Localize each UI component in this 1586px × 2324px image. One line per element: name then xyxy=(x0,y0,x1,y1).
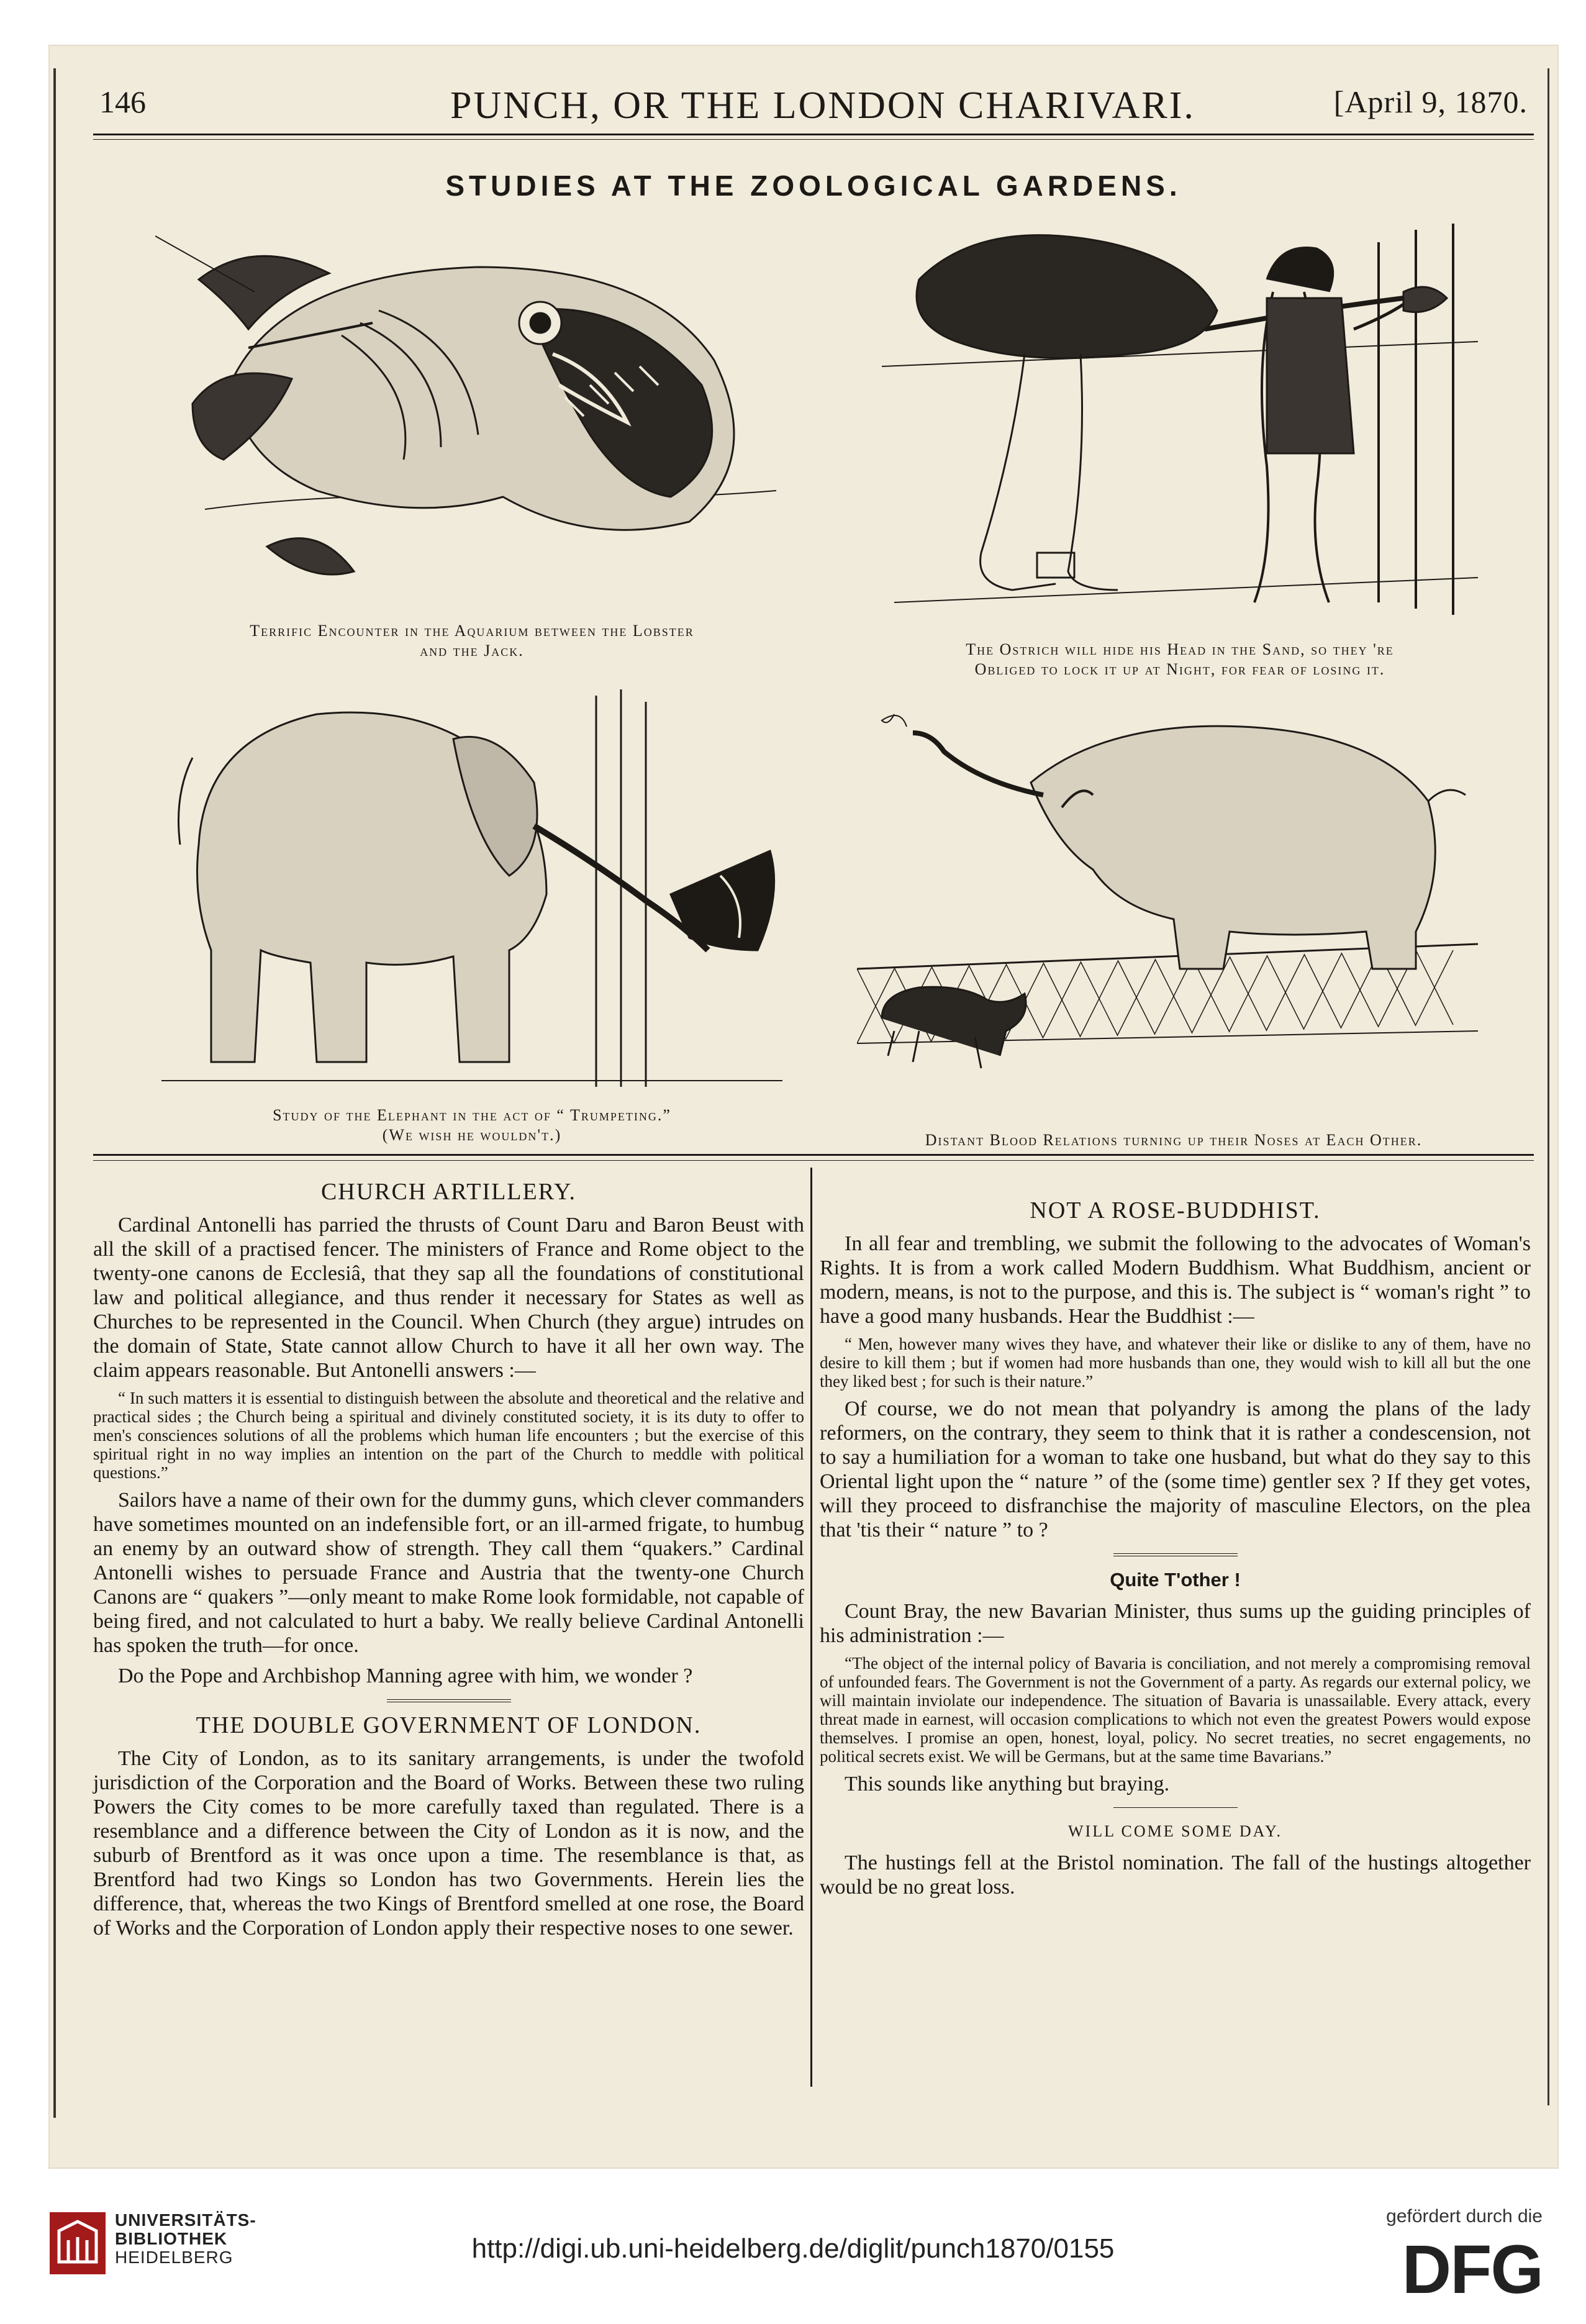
illustration-elephant-pig xyxy=(857,708,1490,1105)
elephant-trumpeting-drawing xyxy=(161,689,782,1093)
article-quote: “The object of the internal policy of Bavaria is conciliation, and not merely a compromising removal of unfounded fears. The Government is not the Government of a party. As regards our external policy, we will maintain inviolate our independence. The situation of Bavaria is unassailable. Every attack, every threat made in earnest, will occasion complications to which not even the greatest Powers would expose themselves. I promise an open, honest, loyal, policy. No secret treaties, no secret engagements, no political secrets exist. We will be Germans, but at the same time Bavarians.” xyxy=(820,1654,1531,1766)
article-separator xyxy=(1113,1553,1238,1556)
header-rule xyxy=(93,134,1534,140)
issue-date: [April 9, 1870. xyxy=(1333,84,1528,119)
illustration-lobster-jack xyxy=(155,199,789,609)
caption-elephant-trumpeting xyxy=(161,1105,782,1145)
article-paragraph: In all fear and trembling, we submit the following to the advocates of Woman's Rights. It is from a work called Modern Buddhism. What Buddhism, ancient or modern, means, is not to the purpose, and this is. The subject is “ woman's right ” to have a good many husbands. Hear the Buddhist :— xyxy=(820,1232,1531,1328)
left-column xyxy=(93,1180,804,1946)
caption-line: (We wish he wouldn't.) xyxy=(382,1126,562,1144)
article-separator xyxy=(1113,1807,1238,1808)
caption-line: Study of the Elephant in the act of “ Trumpeting.” xyxy=(273,1106,671,1124)
page-edge-shadow xyxy=(53,68,56,2118)
article-paragraph: Of course, we do not mean that polyandry is among the plans of the lady reformers, on the contrary, they seem to think that it is rather a condescension, not to say a humiliation for a woman to take one husband, but what do they say to this Oriental light upon the “ nature ” of the (some time) gentler sex ? If they get votes, will they proceed to disfranchise the majority of masculine Electors, on the plea that 'tis their “ nature ” to ? xyxy=(820,1397,1531,1541)
caption-line: Distant Blood Relations turning up their Noses at Each Other. xyxy=(925,1131,1423,1149)
page-edge-shadow-right xyxy=(1547,68,1549,2105)
caption-lobster-jack xyxy=(155,621,789,661)
caption-line: Obliged to lock it up at Night, for fear of losing it. xyxy=(974,660,1385,678)
article-paragraph: This sounds like anything but braying. xyxy=(845,1773,1170,1795)
library-name-line: HEIDELBERG xyxy=(115,2248,233,2267)
article-paragraph: Cardinal Antonelli has parried the thrusts of Count Daru and Baron Beust with all the skill of a practised fencer. The ministers of France and Rome object to the twenty-one canons de Ecclesiâ, that they sap all the foundations of constitutional law and political allegiance, and thus render it necessary for States as well as Churches to be represented in the Council. When Church (they argue) intrudes on the domain of State, State cannot allow Church to have it all her own way. The claim appears reasonable. But Antonelli answers :— xyxy=(93,1214,804,1382)
article-quote: “ Men, however many wives they have, and whatever their like or dislike to any of them, have no desire to kill them ; but if women had more husbands than one, they would wish to kill all but the one they liked best ; for such is their nature.” xyxy=(820,1335,1531,1391)
digitization-footer xyxy=(0,2179,1586,2324)
library-name-line: BIBLIOTHEK xyxy=(115,2229,228,2248)
illustration-ostrich xyxy=(869,205,1490,627)
caption-elephant-pig xyxy=(857,1130,1490,1150)
permalink-url[interactable]: http://digi.ub.uni-heidelberg.de/diglit/punch1870/0155 xyxy=(471,2233,1115,2264)
caption-line: The Ostrich will hide his Head in the Sand, so they 're xyxy=(966,640,1394,658)
caption-line: and the Jack. xyxy=(420,642,524,660)
caption-ostrich xyxy=(869,640,1490,679)
elephant-pig-drawing xyxy=(857,708,1490,1105)
article-quote: “ In such matters it is essential to distinguish between the absolute and theoretical and the relative and practical sides ; the Church being a spiritual and divinely constituted society, it is its duty to offer to men's consciences solutions of all the problems which human life encounters ; but the exercise of this spiritual right in no way implies an intention on the part of the Church to meddle with political questions.” xyxy=(93,1389,804,1482)
article-paragraph: Sailors have a name of their own for the dummy guns, which clever commanders have sometimes mounted on an indefensible fort, or an ill-armed frigate, to humbug an enemy by an outward show of strength. They call them “quakers.” Cardinal Antonelli wishes to persuade France and Austria that the twenty-one Church Canons are “ quakers ”—only meant to make Rome look formidable, not capable of being fired, and not calculated to hurt a baby. We really believe Cardinal Antonelli has spoken the truth—for once. xyxy=(93,1489,804,1657)
illustrations-bottom-rule xyxy=(93,1154,1534,1156)
publication-title: PUNCH, OR THE LONDON CHARIVARI. xyxy=(450,84,1195,127)
lobster-jack-drawing xyxy=(155,199,789,609)
illustration-elephant-trumpeting xyxy=(161,689,782,1093)
article-title-quite-tother: Quite T'other ! xyxy=(1110,1569,1241,1591)
dfg-logo: DFG xyxy=(1402,2231,1543,2308)
ostrich-drawing xyxy=(869,205,1490,627)
article-paragraph: Do the Pope and Archbishop Manning agree with him, we wonder ? xyxy=(118,1664,693,1687)
article-title-rose-buddhist: NOT A ROSE-BUDDHIST. xyxy=(1030,1197,1321,1223)
running-head xyxy=(99,84,1546,134)
article-title-church-artillery: CHURCH ARTILLERY. xyxy=(320,1179,577,1205)
column-divider xyxy=(810,1168,812,2087)
article-title-will-come-some-day: WILL COME SOME DAY. xyxy=(1068,1822,1282,1840)
caption-line: Terrific Encounter in the Aquarium between the Lobster xyxy=(250,622,694,640)
funded-by-text: gefördert durch die xyxy=(1386,2206,1543,2226)
article-paragraph: The hustings fell at the Bristol nomination. The fall of the hustings altogether would be no great loss. xyxy=(820,1851,1531,1899)
right-column xyxy=(820,1199,1531,1905)
section-heading: STUDIES AT THE ZOOLOGICAL GARDENS. xyxy=(445,170,1182,202)
library-name-line: UNIVERSITÄTS- xyxy=(115,2210,256,2230)
article-title-double-government: THE DOUBLE GOVERNMENT OF LONDON. xyxy=(196,1712,702,1738)
page-number: 146 xyxy=(99,84,146,119)
article-separator xyxy=(387,1699,511,1702)
illustrations-bottom-rule-thin xyxy=(93,1160,1534,1161)
article-paragraph: Count Bray, the new Bavarian Minister, thus sums up the guiding principles of his administration :— xyxy=(820,1600,1531,1647)
article-paragraph: The City of London, as to its sanitary arrangements, is under the twofold jurisdiction of the Corporation and the Board of Works. Between these two ruling Powers the City comes to be more carefully taxed than regulated. There is a resemblance and a difference between the City of London as it is now, and the suburb of Brentford as it was once upon a time. The resemblance is that, as Brentford had two Kings so London has two Governments. Herein lies the difference, that, whereas the two Kings of Brentford smelled at one rose, the Board of Works and the Corporation of London apply their respective noses to one sewer. xyxy=(93,1747,804,1940)
